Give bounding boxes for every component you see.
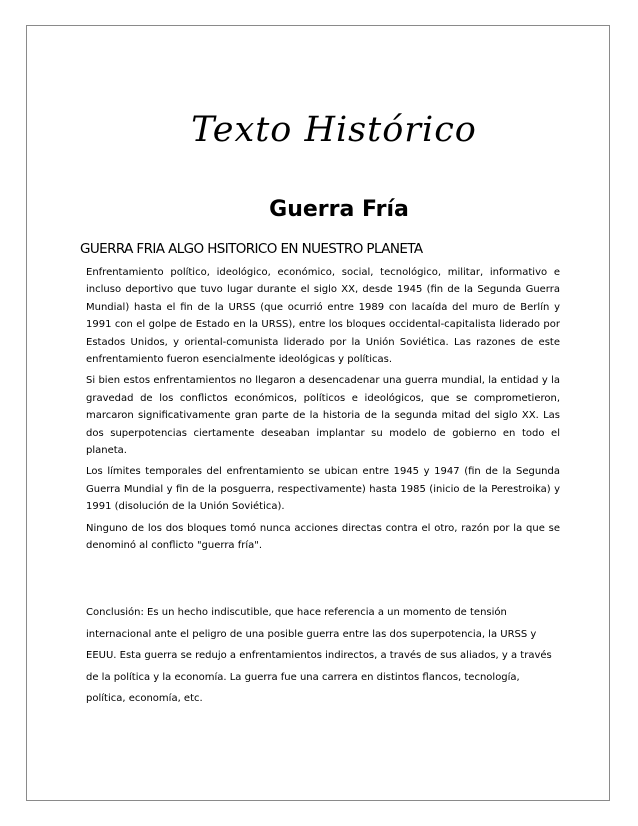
paragraph: Ninguno de los dos bloques tomó nunca acciones directas contra el otro, razón por la que se denominó al conflicto "guerra fría". [86,522,560,552]
document-subtitle: Guerra Fría [269,197,409,222]
paragraph: Los límites temporales del enfrentamiento se ubican entre 1945 y 1947 (fin de la Segunda Guerra Mundial y fin de la posguerra, respectivamente) hasta 1985 (inicio de la Perestroika) y 1991 (disolución de la Unión Soviética). [86,466,560,513]
paragraph: Enfrentamiento político, ideológico, económico, social, tecnológico, militar, informativo e incluso deportivo que tuvo lugar durante el siglo XX, desde 1945 (fin de la Segunda Guerra Mundial) hasta el fin de la URSS (que ocurrió entre 1989 con lacaída del muro de Berlín y 1991 con el golpe de Estado en la URSS), entre los bloques occidental-capitalista liderado por Estados Unidos, y oriental-comunista liderado por la Unión Soviética. Las razones de este enfrentamiento fueron esencialmente ideológicas y políticas. [86,267,560,366]
paragraph: Si bien estos enfrentamientos no llegaron a desencadenar una guerra mundial, la entidad y la gravedad de los conflictos económicos, políticos e ideológicos, que se comprometieron, marcaron significativamente gran parte de la historia de la segunda mitad del siglo XX. Las dos superpotencias ciertamente deseaban implantar su modelo de gobierno en todo el planeta. [86,375,560,457]
conclusion-paragraph: Conclusión: Es un hecho indiscutible, que hace referencia a un momento de tensión internacional ante el peligro de una posible guerra entre las dos superpotencia, la URSS y EEUU. Esta guerra se redujo a enfrentamientos indirectos, a través de sus aliados, y a través de la política y la economía. La guerra fue una carrera en distintos flancos, tecnología, política, economía, etc. [86,607,552,705]
body-text [86,264,560,559]
document-tagline: GUERRA FRIA ALGO HSITORICO EN NUESTRO PLANETA [80,241,423,257]
document-title: Texto Histórico [191,110,477,150]
